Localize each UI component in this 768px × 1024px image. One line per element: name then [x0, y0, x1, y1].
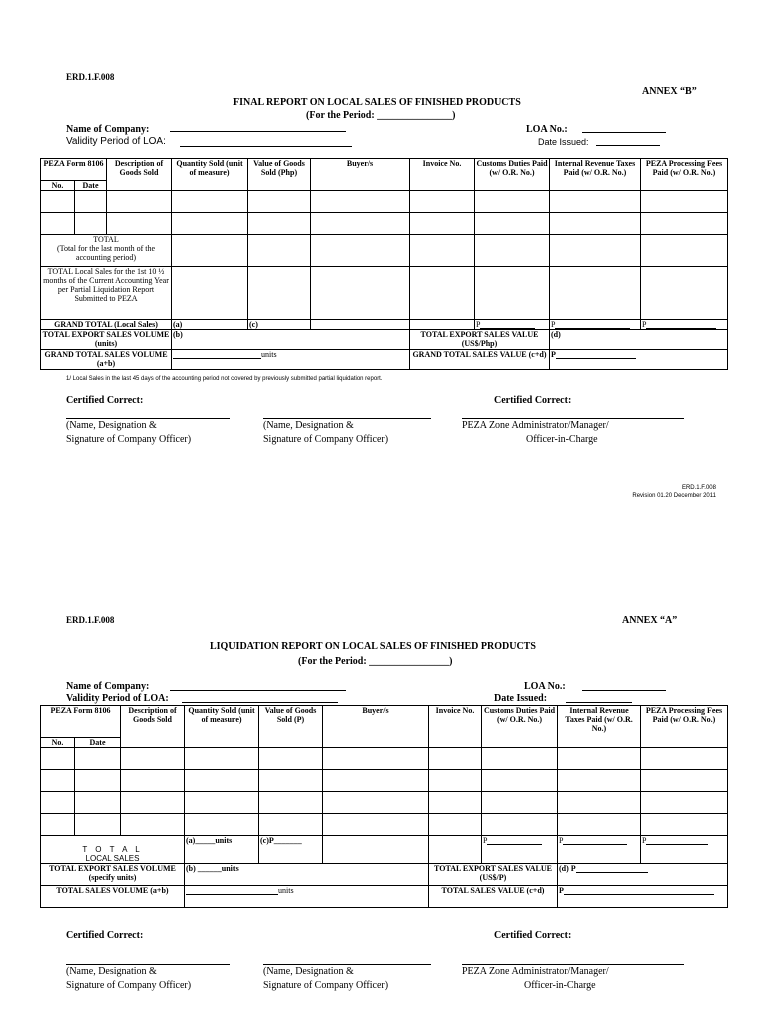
header-description: Description of Goods Sold — [121, 706, 185, 748]
revision-code: ERD.1.F.008 — [681, 485, 716, 491]
table-row — [41, 770, 728, 792]
date-issued-label: Date Issued: — [538, 137, 589, 147]
customs-p: P — [483, 836, 488, 845]
header-peza-form: PEZA Form 8106 — [41, 706, 121, 738]
internal-p: P — [559, 836, 564, 845]
grand-total-a[interactable]: (a) — [172, 320, 248, 330]
grand-total-label: GRAND TOTAL (Local Sales) — [41, 320, 172, 330]
grand-total-p: P — [551, 350, 556, 359]
total-sales-value-label: TOTAL SALES VALUE (c+d) — [429, 886, 558, 908]
export-b[interactable]: (b) — [172, 330, 410, 350]
header-peza-form: PEZA Form 8106 — [41, 159, 107, 181]
total-c-p[interactable]: (c)P_______ — [259, 836, 323, 864]
total-sales-row — [41, 886, 728, 908]
table-row — [41, 792, 728, 814]
export-d-p: (d) P — [559, 864, 576, 873]
header-date: Date — [75, 181, 107, 191]
period-label: (For the Period: _______________) — [306, 110, 456, 121]
header-no: No. — [41, 738, 75, 748]
footnote: 1/ Local Sales in the last 45 days of the accounting period not covered by previously submitted partial liquidation report. — [66, 376, 383, 382]
loa-validity-label: Validity Period of LOA: — [66, 693, 169, 704]
total-local-label: T O T A L — [82, 845, 143, 854]
signature-line-2[interactable] — [263, 964, 431, 965]
total-row — [41, 235, 728, 267]
form-code: ERD.1.F.008 — [66, 72, 115, 82]
loa-validity-label: Validity Period of LOA: — [66, 136, 166, 147]
units-label: units — [278, 886, 294, 895]
total-export-volume-label: TOTAL EXPORT SALES VOLUME (units) — [41, 330, 172, 350]
signature-line-3[interactable] — [462, 964, 684, 965]
loa-no-label: LOA No.: — [524, 681, 566, 692]
loa-no-field[interactable] — [582, 132, 666, 133]
total-sales-p: P — [559, 886, 564, 895]
signatory-2-line1: (Name, Designation & — [263, 966, 354, 977]
grand-total-volume-label: GRAND TOTAL SALES VOLUME (a+b) — [41, 350, 172, 370]
header-date: Date — [75, 738, 121, 748]
units-label: units — [261, 350, 277, 359]
signatory-1-line2: Signature of Company Officer) — [66, 980, 192, 991]
form-title: LIQUIDATION REPORT ON LOCAL SALES OF FINISHED PRODUCTS — [210, 641, 536, 652]
export-row — [41, 330, 728, 350]
certified-correct-left: Certified Correct: — [66, 395, 144, 406]
table-row — [41, 213, 728, 235]
total-export-value-label: TOTAL EXPORT SALES VALUE (US$/Php) — [410, 330, 550, 350]
date-issued-field[interactable] — [566, 702, 632, 703]
grand-total-c[interactable]: (c) — [248, 320, 311, 330]
signature-line-3[interactable] — [462, 418, 684, 419]
header-buyers: Buyer/s — [311, 159, 410, 191]
annex-a-table — [40, 705, 728, 908]
export-d[interactable]: (d) — [550, 330, 728, 350]
total-local-sales-row — [41, 267, 728, 320]
certified-correct-right: Certified Correct: — [494, 930, 572, 941]
total-label: TOTAL — [93, 235, 119, 244]
loa-validity-field[interactable] — [182, 702, 338, 703]
header-customs: Customs Duties Paid (w/ O.R. No.) — [482, 706, 558, 748]
revision-date: Revision 01.20 December 2011 — [632, 493, 716, 499]
signatory-3-line1: PEZA Zone Administrator/Manager/ — [462, 420, 609, 431]
header-peza-fees: PEZA Processing Fees Paid (w/ O.R. No.) — [641, 159, 728, 191]
header-peza-fees: PEZA Processing Fees Paid (w/ O.R. No.) — [641, 706, 728, 748]
signatory-3-line1: PEZA Zone Administrator/Manager/ — [462, 966, 609, 977]
customs-p: P — [476, 320, 481, 329]
signatory-2-line2: Signature of Company Officer) — [263, 434, 389, 445]
header-customs: Customs Duties Paid (w/ O.R. No.) — [475, 159, 550, 191]
form-title: FINAL REPORT ON LOCAL SALES OF FINISHED PRODUCTS — [233, 97, 521, 108]
period-label: (For the Period: ________________) — [298, 656, 453, 667]
signature-line-1[interactable] — [66, 964, 230, 965]
header-quantity: Quantity Sold (unit of measure) — [172, 159, 248, 191]
certified-correct-right: Certified Correct: — [494, 395, 572, 406]
peza-fees-p: P — [642, 320, 647, 329]
export-b-units[interactable]: (b) ______units — [185, 864, 429, 886]
header-no: No. — [41, 181, 75, 191]
total-local-sales-row — [41, 836, 728, 864]
peza-fees-p: P — [642, 836, 647, 845]
table-row — [41, 191, 728, 213]
company-label: Name of Company: — [66, 124, 150, 135]
table-row — [41, 814, 728, 836]
annex-label: ANNEX “A” — [622, 615, 678, 626]
signature-line-1[interactable] — [66, 418, 230, 419]
annex-label: ANNEX “B” — [642, 86, 697, 97]
total-a-units[interactable]: (a)_____units — [185, 836, 259, 864]
signatory-3-line2: Officer-in-Charge — [524, 980, 596, 991]
signatory-1-line1: (Name, Designation & — [66, 420, 157, 431]
total-export-volume-label: TOTAL EXPORT SALES VOLUME (specify units) — [41, 864, 185, 886]
header-invoice: Invoice No. — [410, 159, 475, 191]
grand-total-row — [41, 320, 728, 330]
certified-correct-left: Certified Correct: — [66, 930, 144, 941]
company-field[interactable] — [170, 131, 346, 132]
signatory-1-line2: Signature of Company Officer) — [66, 434, 192, 445]
signatory-2-line2: Signature of Company Officer) — [263, 980, 389, 991]
grand-total-sales-row — [41, 350, 728, 370]
form-code: ERD.1.F.008 — [66, 615, 115, 625]
local-sales-label: LOCAL SALES — [85, 854, 140, 863]
total-local-sales-label: TOTAL Local Sales for the 1st 10 ½ months of the Current Accounting Year per Partial Liquidation Report Submitted to PEZA — [41, 267, 172, 320]
company-field[interactable] — [170, 690, 346, 691]
loa-no-label: LOA No.: — [526, 124, 568, 135]
header-invoice: Invoice No. — [429, 706, 482, 748]
date-issued-field[interactable] — [596, 145, 660, 146]
total-export-value-label: TOTAL EXPORT SALES VALUE (US$/P) — [429, 864, 558, 886]
export-row — [41, 864, 728, 886]
header-internal-revenue: Internal Revenue Taxes Paid (w/ O.R. No.) — [558, 706, 641, 748]
company-label: Name of Company: — [66, 681, 150, 692]
date-issued-label: Date Issued: — [494, 693, 548, 704]
signature-line-2[interactable] — [263, 418, 431, 419]
signatory-3-line2: Officer-in-Charge — [526, 434, 598, 445]
signatory-1-line1: (Name, Designation & — [66, 966, 157, 977]
loa-validity-field[interactable] — [180, 146, 352, 147]
header-quantity: Quantity Sold (unit of measure) — [185, 706, 259, 748]
header-internal-revenue: Internal Revenue Taxes Paid (w/ O.R. No.) — [550, 159, 641, 191]
header-value: Value of Goods Sold (Php) — [248, 159, 311, 191]
header-description: Description of Goods Sold — [107, 159, 172, 191]
loa-no-field[interactable] — [582, 690, 666, 691]
annex-b-table — [40, 158, 728, 370]
table-row — [41, 748, 728, 770]
total-sales-volume-label: TOTAL SALES VOLUME (a+b) — [41, 886, 185, 908]
header-buyers: Buyer/s — [323, 706, 429, 748]
total-note: (Total for the last month of the accounting period) — [56, 244, 156, 262]
grand-total-value-label: GRAND TOTAL SALES VALUE (c+d) — [410, 350, 550, 370]
internal-p: P — [551, 320, 556, 329]
signatory-2-line1: (Name, Designation & — [263, 420, 354, 431]
header-value: Value of Goods Sold (P) — [259, 706, 323, 748]
